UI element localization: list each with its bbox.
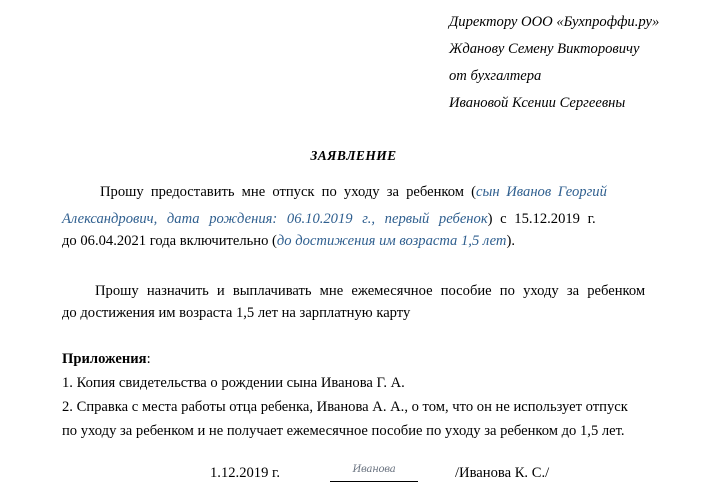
addressee-name: Жданову Семену Викторовичу [449,41,640,57]
leave-end-text: до 06.04.2021 года включительно ( [62,233,277,249]
child-birth-fill: Александрович, дата рождения: 06.10.2019 г., первый ребенок [62,211,488,227]
leave-reason-fill: до достижения им возраста 1,5 лет [276,233,507,249]
document-title: ЗАЯВЛЕНИЕ [310,148,397,163]
attachment-item-2-line1: 2. Справка с места работы отца ребенка, Иванова А. А., о том, что он не использует отпуск [62,399,628,415]
sender-name: Ивановой Ксении Сергеевны [449,95,626,111]
attachment-item-1: 1. Копия свидетельства о рождении сына Иванова Г. А. [62,375,405,391]
signature-line [330,481,418,482]
paragraph2-line2: до достижения им возраста 1,5 лет на зарплатную карту [62,305,411,321]
attachments-heading [62,351,151,368]
leave-start-text: ) с 15.12.2019 г. [487,211,596,227]
paragraph2-line1: Прошу назначить и выплачивать мне ежемесячное пособие по уходу за ребенком [95,283,646,299]
attachments-heading-label: Приложения [62,351,147,367]
leave-end-punct: ). [506,233,515,249]
sender-position: от бухгалтера [449,68,542,84]
signing-date: 1.12.2019 г. [210,465,281,481]
paragraph1-line1 [100,184,607,201]
paragraph1-text: Прошу предоставить мне отпуск по уходу за ребенком ( [100,184,476,200]
attachment-item-2-line2: по уходу за ребенком и не получает ежемесячное пособие по уходу за ребенком до 1,5 лет. [62,423,625,439]
paragraph1-line2 [62,211,596,228]
paragraph1-line3 [62,233,515,250]
addressee-director: Директору ООО «Бухпроффи.ру» [449,14,660,30]
handwritten-signature: Иванова [352,464,396,475]
signer-name: /Иванова К. С./ [455,465,550,481]
attachments-heading-colon: : [146,351,151,367]
child-name-fill: сын Иванов Георгий [476,184,607,200]
